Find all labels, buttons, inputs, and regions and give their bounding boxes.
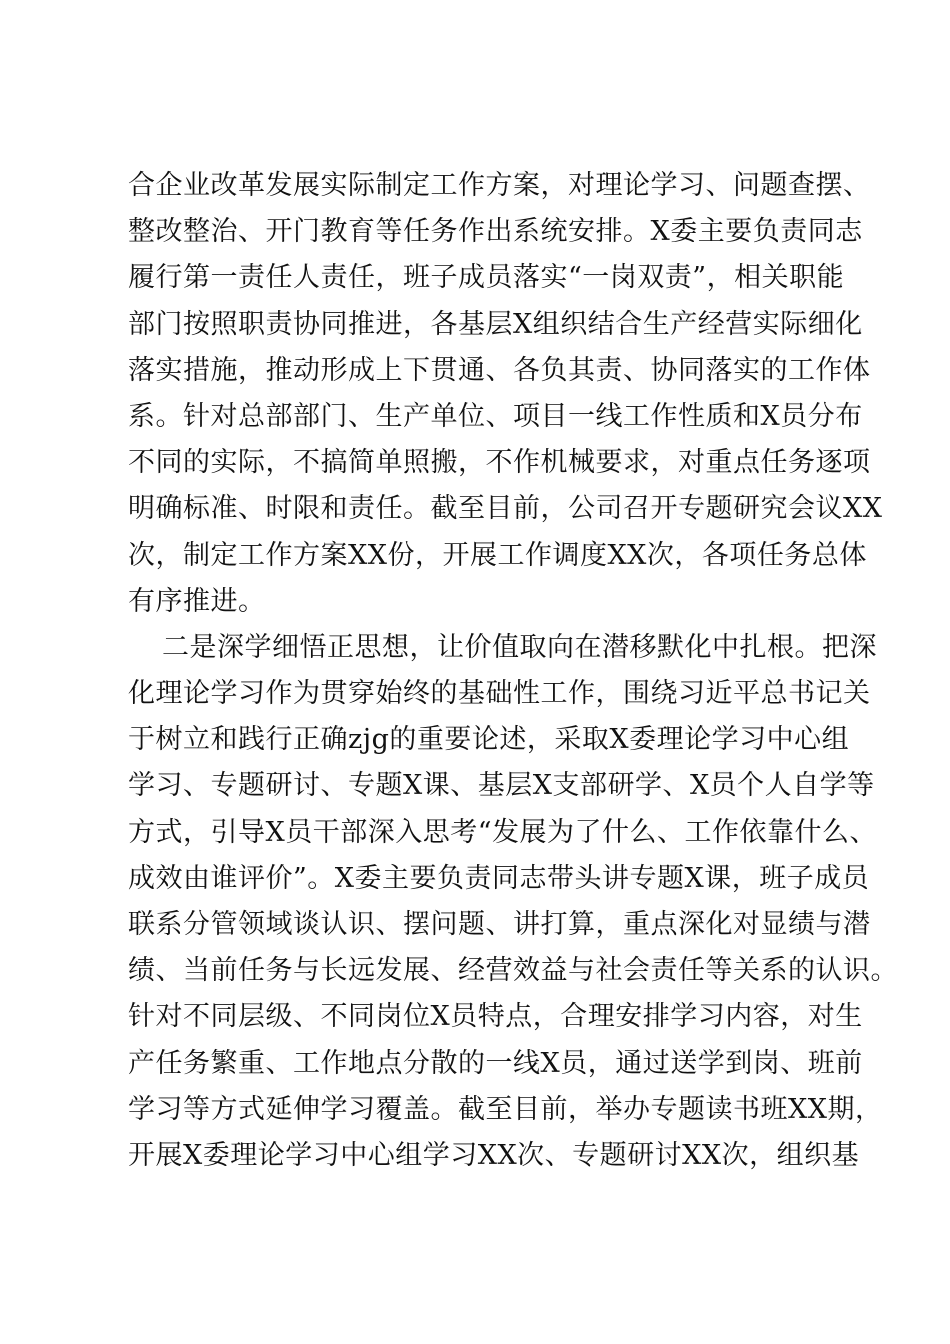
paragraph-line: 化理论学习作为贯穿始终的基础性工作，围绕习近平总书记关 [128, 678, 871, 710]
paragraph-2 [128, 625, 898, 1179]
paragraph-1 [128, 163, 883, 625]
paragraph-line: 产任务繁重、工作地点分散的一线X员，通过送学到岗、班前 [128, 1047, 863, 1079]
paragraph-line: 明确标准、时限和责任。截至目前，公司召开专题研究会议XX [128, 493, 883, 525]
paragraph-line: 履行第一责任人责任，班子成员落实“一岗双责”，相关职能 [128, 262, 845, 294]
paragraph-line: 部门按照职责协同推进，各基层X组织结合生产经营实际细化 [128, 308, 863, 340]
paragraph-line: 不同的实际，不搞简单照搬，不作机械要求，对重点任务逐项 [128, 447, 871, 479]
document-body [128, 163, 898, 1179]
paragraph-line: 联系分管领域谈认识、摆问题、讲打算，重点深化对显绩与潜 [128, 909, 871, 940]
paragraph-line: 学习、专题研讨、专题X课、基层X支部研学、X员个人自学等 [128, 770, 875, 802]
paragraph-line: 针对不同层级、不同岗位X员特点，合理安排学习内容，对生 [128, 1001, 863, 1033]
paragraph-line: 合企业改革发展实际制定工作方案，对理论学习、问题查摆、 [128, 170, 871, 201]
paragraph-line: 系。针对总部部门、生产单位、项目一线工作性质和X员分布 [128, 400, 863, 432]
paragraph-line: 学习等方式延伸学习覆盖。截至目前，举办专题读书班XX期， [128, 1093, 883, 1125]
paragraph-line: 于树立和践行正确zjg的重要论述，采取X委理论学习中心组 [128, 724, 850, 756]
paragraph-first-line: 二是深学细悟正思想，让价值取向在潜移默化中扎根。把深 [162, 631, 877, 663]
paragraph-line: 整改整治、开门教育等任务作出系统安排。X委主要负责同志 [128, 216, 863, 248]
paragraph-line: 有序推进。 [128, 585, 266, 617]
paragraph-line: 成效由谁评价”。X委主要负责同志带头讲专题X课，班子成员 [128, 862, 870, 894]
paragraph-line: 次，制定工作方案XX份，开展工作调度XX次，各项任务总体 [128, 539, 867, 571]
paragraph-line: 方式，引导X员干部深入思考“发展为了什么、工作依靠什么、 [128, 816, 878, 848]
paragraph-line: 开展X委理论学习中心组学习XX次、专题研讨XX次，组织基 [128, 1139, 860, 1171]
paragraph-line: 绩、当前任务与长远发展、经营效益与社会责任等关系的认识。 [128, 955, 898, 987]
paragraph-line: 落实措施，推动形成上下贯通、各负其责、协同落实的工作体 [128, 354, 871, 386]
